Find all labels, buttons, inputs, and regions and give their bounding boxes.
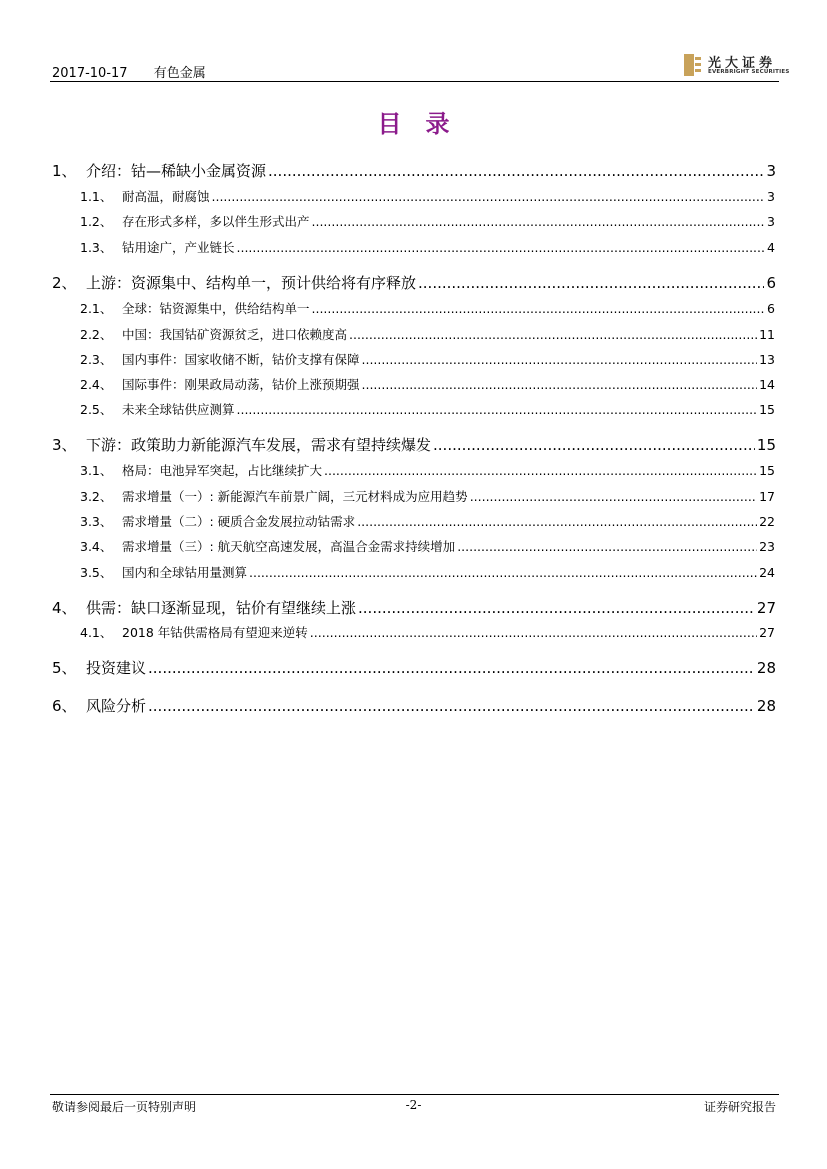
toc-dot-leader [362, 352, 758, 367]
toc-entry-title: 格局：电池异军突起，占比继续扩大 [122, 463, 323, 478]
toc-entry-number: 2.5、 [80, 402, 113, 417]
toc-entry-page: 27 [759, 625, 775, 640]
toc-dot-leader [148, 697, 755, 715]
page-title: 目录 [377, 109, 474, 138]
toc-entry-number: 4.1、 [80, 625, 113, 640]
toc-dot-leader [357, 514, 757, 529]
toc-section-entry[interactable] [52, 657, 776, 678]
toc-entry-page: 3 [767, 214, 775, 229]
toc-entry-title: 未来全球钴供应测算 [122, 402, 235, 417]
footer-report-type: 证券研究报告 [703, 1100, 776, 1114]
toc-entry-title: 2018 年钴供需格局有望迎来逆转 [122, 625, 308, 640]
toc-dot-leader [310, 625, 757, 640]
toc-entry-page: 13 [759, 352, 775, 367]
toc-entry-title: 风险分析 [86, 697, 147, 715]
toc-section-entry[interactable] [52, 272, 776, 293]
toc-subsection-entry[interactable] [80, 563, 775, 581]
toc-entry-number: 3.4、 [80, 539, 113, 554]
toc-entry-number: 6、 [52, 697, 77, 715]
toc-section-entry[interactable] [52, 434, 776, 455]
footer-disclaimer: 敬请参阅最后一页特别声明 [52, 1100, 197, 1114]
toc-entry-number: 4、 [52, 599, 77, 617]
toc-entry-page: 15 [759, 463, 775, 478]
toc-entry-number: 2.1、 [80, 301, 113, 316]
toc-entry-number: 2.2、 [80, 327, 113, 342]
toc-dot-leader [349, 327, 757, 342]
header-line [52, 62, 206, 81]
toc-entry-page: 11 [759, 327, 775, 342]
toc-entry-number: 3、 [52, 436, 77, 454]
toc-entry-title: 国内和全球钴用量测算 [122, 565, 248, 580]
toc-entry-title: 上游：资源集中、结构单一，预计供给将有序释放 [86, 274, 417, 292]
company-logo [684, 52, 790, 78]
toc-entry-title: 存在形式多样，多以伴生形式出产 [122, 214, 310, 229]
toc-dot-leader [212, 189, 766, 204]
toc-dot-leader [418, 274, 764, 292]
logo-text-cn: 光大证券 [708, 56, 777, 71]
toc-dot-leader [457, 539, 757, 554]
header-divider [50, 81, 779, 82]
toc-dot-leader [312, 301, 766, 316]
toc-entry-page: 28 [756, 697, 776, 715]
toc-entry-page: 15 [759, 402, 775, 417]
toc-entry-page: 28 [756, 659, 776, 677]
toc-entry-number: 2.4、 [80, 377, 113, 392]
toc-entry-title: 下游：政策助力新能源汽车发展，需求有望持续爆发 [86, 436, 432, 454]
toc-subsection-entry[interactable] [80, 375, 775, 393]
toc-entry-number: 1.1、 [80, 189, 113, 204]
toc-entry-title: 国际事件：刚果政局动荡，钴价上涨预期强 [122, 377, 360, 392]
toc-dot-leader [358, 599, 755, 617]
toc-subsection-entry[interactable] [80, 512, 775, 530]
toc-entry-page: 3 [767, 189, 775, 204]
toc-entry-page: 24 [759, 565, 775, 580]
toc-dot-leader [312, 214, 766, 229]
toc-dot-leader [237, 240, 766, 255]
toc-subsection-entry[interactable] [80, 623, 775, 641]
toc-subsection-entry[interactable] [80, 350, 775, 368]
toc-entry-page: 6 [766, 274, 776, 292]
toc-entry-page: 6 [767, 301, 775, 316]
toc-entry-title: 需求增量（一）: 新能源汽车前景广阔，三元材料成为应用趋势 [122, 489, 468, 504]
toc-subsection-entry[interactable] [80, 400, 775, 418]
toc-entry-title: 钴用途广，产业链长 [122, 240, 235, 255]
toc-dot-leader [470, 489, 757, 504]
toc-entry-page: 14 [759, 377, 775, 392]
toc-entry-number: 3.2、 [80, 489, 113, 504]
toc-section-entry[interactable] [52, 160, 776, 181]
toc-dot-leader [249, 565, 757, 580]
toc-entry-number: 3.5、 [80, 565, 113, 580]
toc-entry-title: 需求增量（二）: 硬质合金发展拉动钴需求 [122, 514, 356, 529]
toc-entry-number: 2.3、 [80, 352, 113, 367]
page-number: -2- [405, 1098, 422, 1112]
report-date: 2017-10-17 [52, 66, 128, 81]
toc-entry-page: 17 [759, 489, 775, 504]
toc-subsection-entry[interactable] [80, 537, 775, 555]
toc-entry-page: 3 [766, 162, 776, 180]
toc-entry-title: 介绍：钴—稀缺小金属资源 [86, 162, 267, 180]
toc-subsection-entry[interactable] [80, 238, 775, 256]
toc-dot-leader [148, 659, 755, 677]
toc-entry-number: 1.3、 [80, 240, 113, 255]
toc-subsection-entry[interactable] [80, 212, 775, 230]
toc-subsection-entry[interactable] [80, 487, 775, 505]
toc-section-entry[interactable] [52, 695, 776, 716]
toc-section-entry[interactable] [52, 597, 776, 618]
toc-dot-leader [362, 377, 758, 392]
toc-entry-number: 2、 [52, 274, 77, 292]
toc-entry-page: 22 [759, 514, 775, 529]
footer-divider [50, 1094, 779, 1095]
toc-subsection-entry[interactable] [80, 325, 775, 343]
toc-dot-leader [237, 402, 758, 417]
toc-entry-page: 15 [756, 436, 776, 454]
toc-subsection-entry[interactable] [80, 187, 775, 205]
toc-entry-title: 投资建议 [86, 659, 147, 677]
toc-dot-leader [324, 463, 757, 478]
toc-dot-leader [433, 436, 755, 454]
toc-entry-title: 全球：钴资源集中，供给结构单一 [122, 301, 310, 316]
toc-dot-leader [268, 162, 764, 180]
toc-entry-title: 国内事件：国家收储不断，钴价支撑有保障 [122, 352, 360, 367]
report-category: 有色金属 [153, 66, 206, 81]
toc-entry-number: 3.1、 [80, 463, 113, 478]
toc-entry-page: 23 [759, 539, 775, 554]
toc-entry-page: 27 [756, 599, 776, 617]
logo-mark-icon [684, 54, 701, 76]
toc-entry-number: 5、 [52, 659, 77, 677]
toc-subsection-entry[interactable] [80, 461, 775, 479]
toc-entry-number: 1、 [52, 162, 77, 180]
toc-subsection-entry[interactable] [80, 299, 775, 317]
toc-entry-number: 1.2、 [80, 214, 113, 229]
toc-entry-number: 3.3、 [80, 514, 113, 529]
toc-entry-title: 中国：我国钴矿资源贫乏，进口依赖度高 [122, 327, 348, 342]
toc-entry-page: 4 [767, 240, 775, 255]
logo-text-en: EVERBRIGHT SECURITIES [708, 69, 790, 75]
toc-entry-title: 供需：缺口逐渐显现，钴价有望继续上涨 [86, 599, 357, 617]
toc-entry-title: 耐高温，耐腐蚀 [122, 189, 210, 204]
toc-entry-title: 需求增量（三）: 航天航空高速发展，高温合金需求持续增加 [122, 539, 456, 554]
